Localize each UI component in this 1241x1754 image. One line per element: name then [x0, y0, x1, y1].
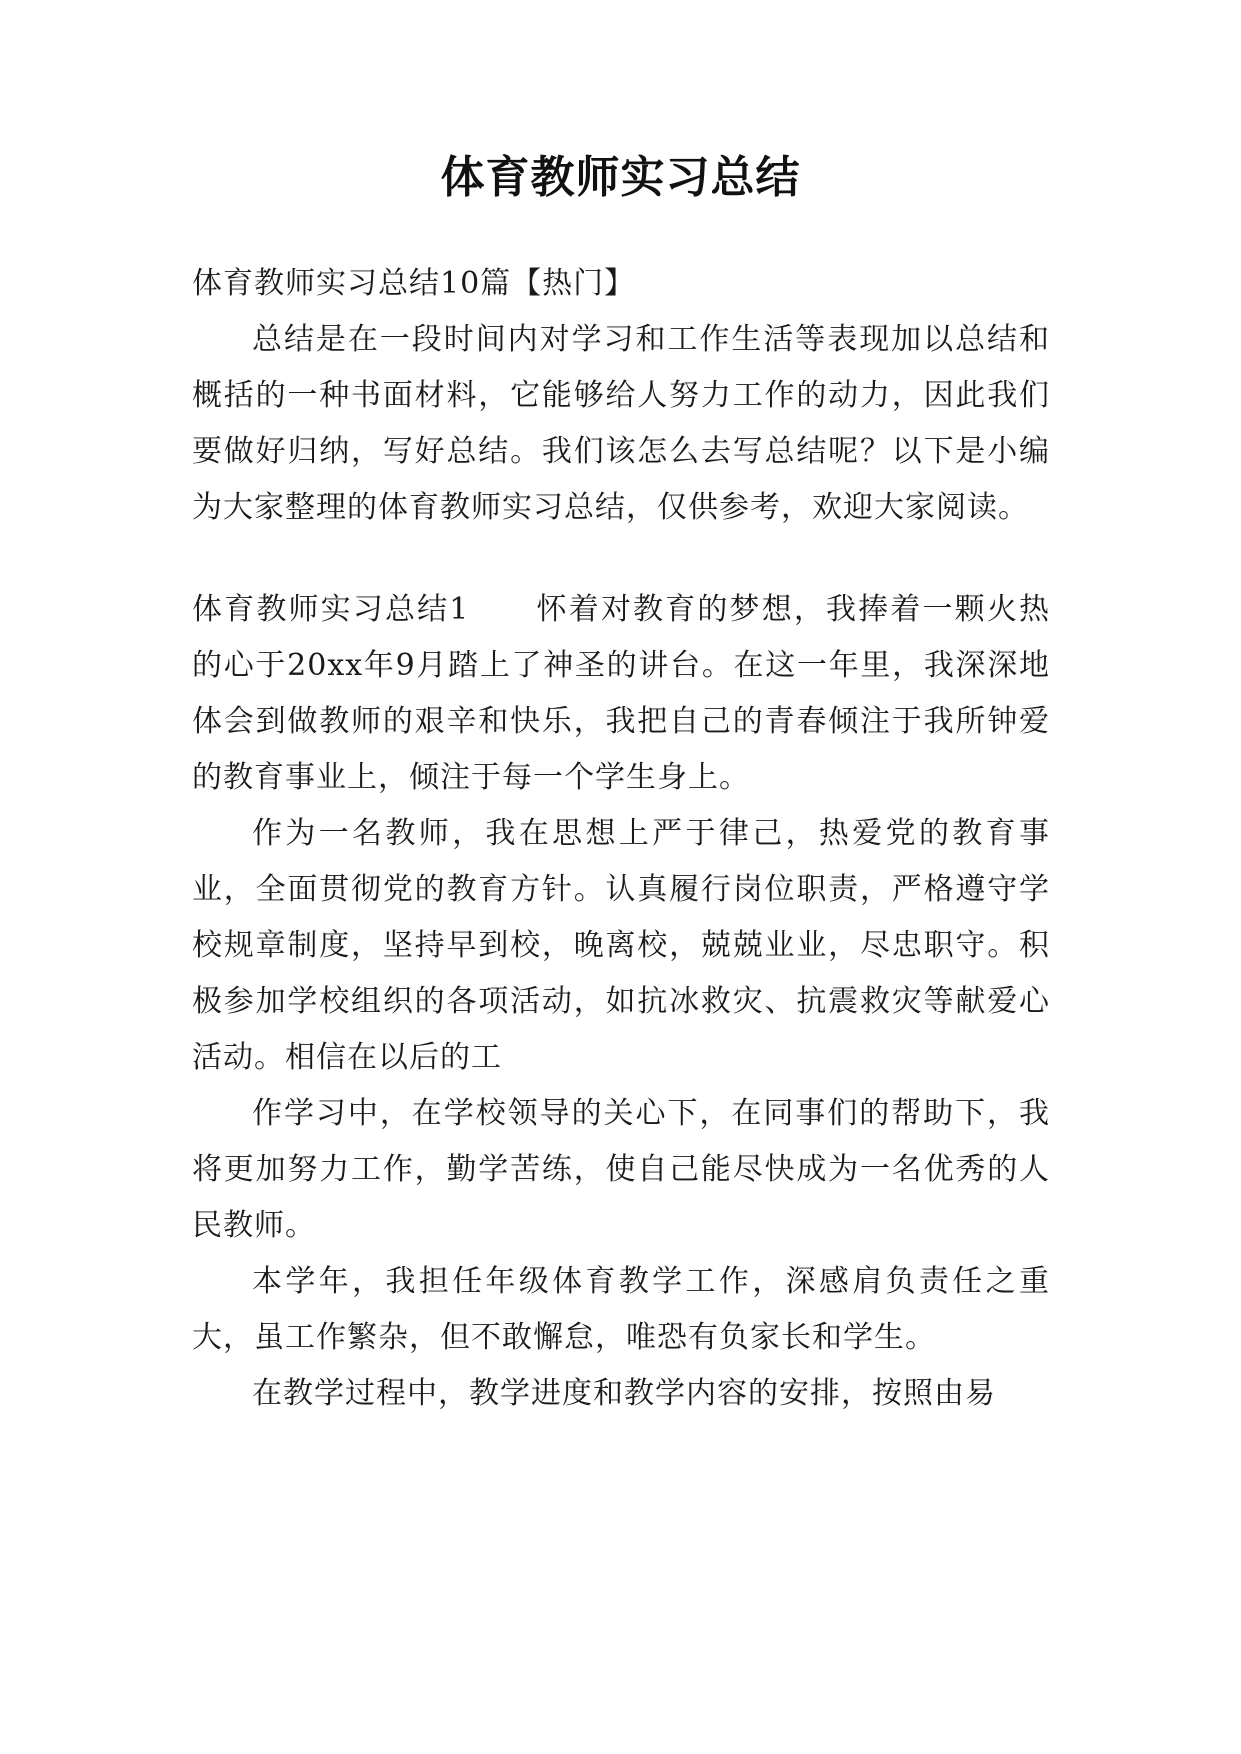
- section-spacer: [192, 536, 1050, 582]
- body-paragraph: 本学年，我担任年级体育教学工作，深感肩负责任之重大，虽工作繁杂，但不敢懈怠，唯恐有负家长和学生。: [192, 1264, 1050, 1355]
- section-1-paragraph: [192, 582, 1050, 806]
- document-body: [192, 256, 1050, 1422]
- body-paragraph: 在教学过程中，教学进度和教学内容的安排，按照由易: [252, 1376, 996, 1411]
- document-subtitle: 体育教师实习总结10篇【热门】: [192, 266, 636, 301]
- section-1-lead: 怀着对教育的梦想，我捧着一颗火热的心于20xx年9月踏上了神圣的讲台。在这一年里，我深深地体会到做教师的艰辛和快乐，我把自己的青春倾注于我所钟爱的教育事业上，倾注于每一个学生身上。: [192, 592, 1050, 795]
- body-paragraph: 作学习中，在学校领导的关心下，在同事们的帮助下，我将更加努力工作，勤学苦练，使自己能尽快成为一名优秀的人民教师。: [192, 1096, 1050, 1243]
- intro-paragraph: 总结是在一段时间内对学习和工作生活等表现加以总结和概括的一种书面材料，它能够给人努力工作的动力，因此我们要做好归纳，写好总结。我们该怎么去写总结呢？以下是小编为大家整理的体育教师实习总结，仅供参考，欢迎大家阅读。: [192, 322, 1050, 525]
- document-title: 体育教师实习总结: [440, 152, 801, 203]
- section-1-heading: 体育教师实习总结1: [192, 592, 470, 627]
- body-paragraph: 作为一名教师，我在思想上严于律己，热爱党的教育事业，全面贯彻党的教育方针。认真履行岗位职责，严格遵守学校规章制度，坚持早到校，晚离校，兢兢业业，尽忠职守。积极参加学校组织的各项活动，如抗冰救灾、抗震救灾等献爱心活动。相信在以后的工: [192, 816, 1050, 1075]
